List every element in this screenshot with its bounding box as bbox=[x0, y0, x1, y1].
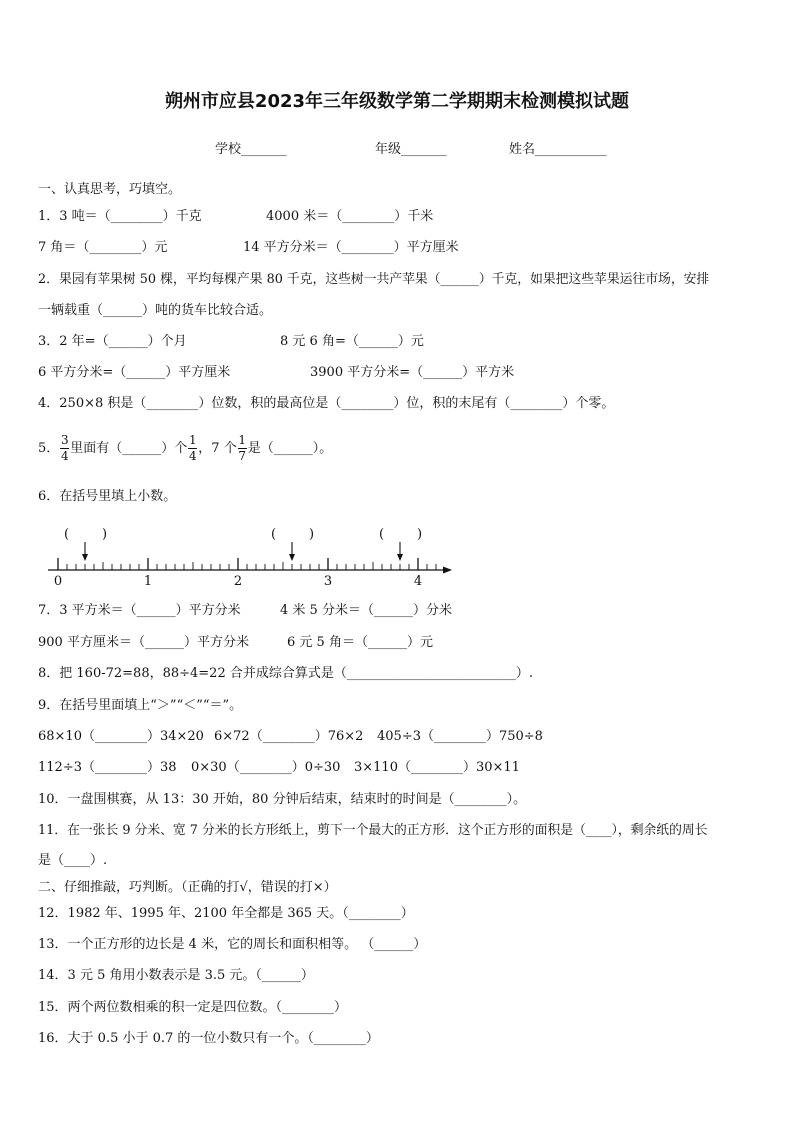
answer-paren-close: ) bbox=[417, 527, 423, 542]
question-10: 10．一盘围棋赛，从 13：30 开始，80 分钟后结束，结束时的时间是（________）。 bbox=[38, 792, 527, 807]
question-3b: 8 元 6 角=（______）元 bbox=[280, 334, 424, 349]
question-2-line1: 2．果园有苹果树 50 棵，平均每棵产果 80 千克，这些树一共产苹果（______）千克，如果把这些苹果运往市场，安排 bbox=[38, 272, 710, 287]
answer-paren-open: ( bbox=[271, 527, 277, 542]
answer-paren-close: ) bbox=[309, 527, 315, 542]
number-line-markers bbox=[64, 527, 422, 561]
answer-paren-open: ( bbox=[64, 527, 70, 542]
question-9-r1a: 68×10（________）34×20 bbox=[38, 729, 204, 744]
fraction-1-4: $\frac{1}{4}$ bbox=[188, 433, 197, 463]
section-2-heading: 二、仔细推敲，巧判断。（正确的打√，错误的打×） bbox=[38, 880, 337, 895]
question-9-r1c: 405÷3（________）750÷8 bbox=[377, 729, 543, 744]
school-field: 学校_______ bbox=[215, 142, 287, 157]
question-9-r2c: 3×110（________）30×11 bbox=[354, 760, 520, 775]
question-1b: 4000 米＝（________）千米 bbox=[266, 209, 434, 224]
tick-label: 2 bbox=[233, 574, 243, 589]
question-13: 13．一个正方形的边长是 4 米，它的周长和面积相等。 （______） bbox=[38, 937, 427, 952]
answer-paren-close: ) bbox=[102, 527, 108, 542]
number-line-arrowhead bbox=[443, 567, 452, 574]
question-1a: 1．3 吨＝（________）千克 bbox=[38, 209, 202, 224]
answer-marker bbox=[271, 527, 314, 561]
question-1c: 7 角＝（________）元 bbox=[38, 240, 168, 255]
number-line-labels bbox=[54, 574, 422, 589]
tick-label: 3 bbox=[323, 574, 333, 589]
fraction-3-4: $\frac{3}{4}$ bbox=[60, 433, 69, 463]
question-6: 6．在括号里填上小数。 bbox=[38, 489, 177, 504]
tick-label: 0 bbox=[53, 574, 63, 589]
arrowhead-icon bbox=[397, 554, 403, 561]
question-5: 5． $\frac{3}{4}$ 里面有（______）个 $\frac{1}{4}$ ，7 个 $\frac{1}{7}$ 是（______）。 bbox=[38, 433, 333, 463]
question-7d: 6 元 5 角＝（______）元 bbox=[287, 635, 433, 650]
question-7b: 4 米 5 分米＝（______）分米 bbox=[280, 603, 452, 618]
question-1d: 14 平方分米＝（________）平方厘米 bbox=[243, 240, 459, 255]
answer-marker bbox=[379, 527, 422, 561]
grade-field: 年级_______ bbox=[375, 142, 447, 157]
arrowhead-icon bbox=[82, 554, 88, 561]
question-11-line1: 11．在一张长 9 分米、宽 7 分米的长方形纸上，剪下一个最大的正方形．这个正方形的面积是（____），剩余纸的周长 bbox=[38, 823, 708, 838]
question-3a: 3．2 年=（______）个月 bbox=[38, 334, 187, 349]
question-9: 9．在括号里面填上“＞”“＜”“＝”。 bbox=[38, 698, 243, 713]
question-15: 15．两个两位数相乘的积一定是四位数。（________） bbox=[38, 1000, 348, 1015]
arrowhead-icon bbox=[289, 554, 295, 561]
question-9-r2b: 0×30（________）0÷30 bbox=[191, 760, 341, 775]
question-3d: 3900 平方分米=（______）平方米 bbox=[310, 365, 515, 380]
question-12: 12．1982 年、1995 年、2100 年全都是 365 天。（________） bbox=[38, 906, 414, 921]
section-1-heading: 一、认真思考，巧填空。 bbox=[38, 182, 182, 197]
fraction-1-7: $\frac{1}{7}$ bbox=[238, 433, 247, 463]
answer-paren-open: ( bbox=[379, 527, 385, 542]
question-2-line2: 一辆载重（______）吨的货车比较合适。 bbox=[38, 303, 273, 318]
question-9-r1b: 6×72（________）76×2 bbox=[214, 729, 364, 744]
tick-label: 1 bbox=[143, 574, 153, 589]
question-7c: 900 平方厘米＝（______）平方分米 bbox=[38, 635, 249, 650]
answer-marker bbox=[64, 527, 107, 561]
question-16: 16．大于 0.5 小于 0.7 的一位小数只有一个。（________） bbox=[38, 1031, 379, 1046]
question-3c: 6 平方分米=（______）平方厘米 bbox=[38, 365, 231, 380]
number-line-ticks bbox=[58, 558, 436, 570]
question-11-line2: 是（____）. bbox=[38, 853, 108, 868]
number-line bbox=[0, 518, 794, 590]
question-7a: 7．3 平方米＝（______）平方分米 bbox=[38, 603, 241, 618]
name-field: 姓名___________ bbox=[509, 142, 607, 157]
tick-label: 4 bbox=[413, 574, 423, 589]
page-title: 朔州市应县2023年三年级数学第二学期期末检测模拟试题 bbox=[164, 91, 630, 112]
question-4: 4．250×8 积是（________）位数，积的最高位是（________）位，积的末尾有（________）个零。 bbox=[38, 396, 615, 411]
question-9-r2a: 112÷3（________）38 bbox=[38, 760, 177, 775]
question-8: 8．把 160-72=88，88÷4=22 合并成综合算式是（__________________________）. bbox=[38, 666, 533, 681]
question-14: 14．3 元 5 角用小数表示是 3.5 元。（______） bbox=[38, 968, 314, 983]
